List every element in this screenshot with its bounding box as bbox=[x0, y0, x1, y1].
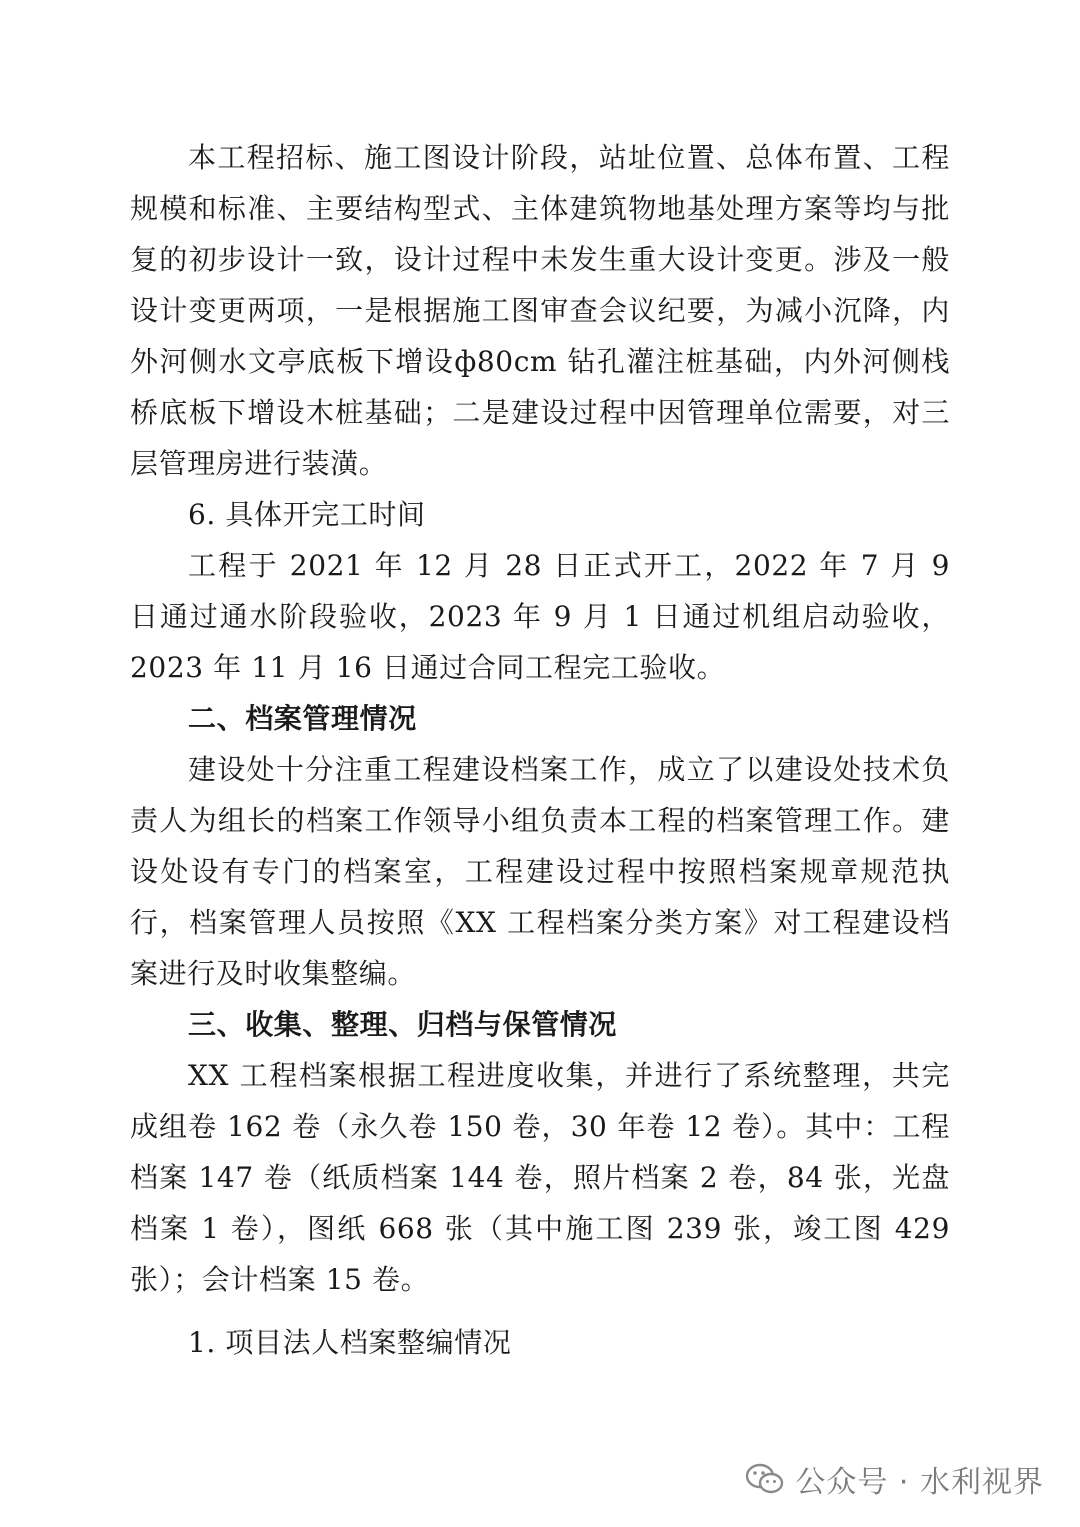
watermark bbox=[745, 1457, 1044, 1501]
paragraph-construction-dates: 工程于 2021 年 12 月 28 日正式开工，2022 年 7 月 9 日通过通水阶段验收，2023 年 9 月 1 日通过机组启动验收，2023 年 11 月 16 日通过合同工程完工验收。 bbox=[130, 549, 950, 684]
wechat-icon bbox=[745, 1462, 785, 1496]
heading-archive-management: 二、档案管理情况 bbox=[188, 702, 417, 735]
heading-collection-filing: 三、收集、整理、归档与保管情况 bbox=[188, 1008, 618, 1041]
document-body bbox=[130, 132, 950, 1368]
paragraph-design-changes: 本工程招标、施工图设计阶段，站址位置、总体布置、工程规模和标准、主要结构型式、主体建筑物地基处理方案等均与批复的初步设计一致，设计过程中未发生重大设计变更。涉及一般设计变更两项，一是根据施工图审查会议纪要，为减小沉降，内外河侧水文亭底板下增设ф80cm 钻孔灌注桩基础，内外河侧栈桥底板下增设木桩基础；二是建设过程中因管理单位需要，对三层管理房进行装潢。 bbox=[130, 141, 950, 480]
paragraph-collection-filing: XX 工程档案根据工程进度收集，并进行了系统整理，共完成组卷 162 卷（永久卷 150 卷，30 年卷 12 卷）。其中：工程档案 147 卷（纸质档案 144 卷，照片档案 2 卷，84 张，光盘档案 1 卷），图纸 668 张（其中施工图 239 张，竣工图 429 张）；会计档案 15 卷。 bbox=[130, 1059, 950, 1296]
heading-construction-dates: 6. 具体开完工时间 bbox=[188, 498, 426, 531]
paragraph-archive-management: 建设处十分注重工程建设档案工作，成立了以建设处技术负责人为组长的档案工作领导小组负责本工程的档案管理工作。建设处设有专门的档案室，工程建设过程中按照档案规章规范执行，档案管理人员按照《XX 工程档案分类方案》对工程建设档案进行及时收集整编。 bbox=[130, 753, 950, 990]
watermark-text: 公众号 · 水利视界 bbox=[795, 1465, 1044, 1500]
heading-project-owner-archive: 1. 项目法人档案整编情况 bbox=[188, 1326, 512, 1359]
